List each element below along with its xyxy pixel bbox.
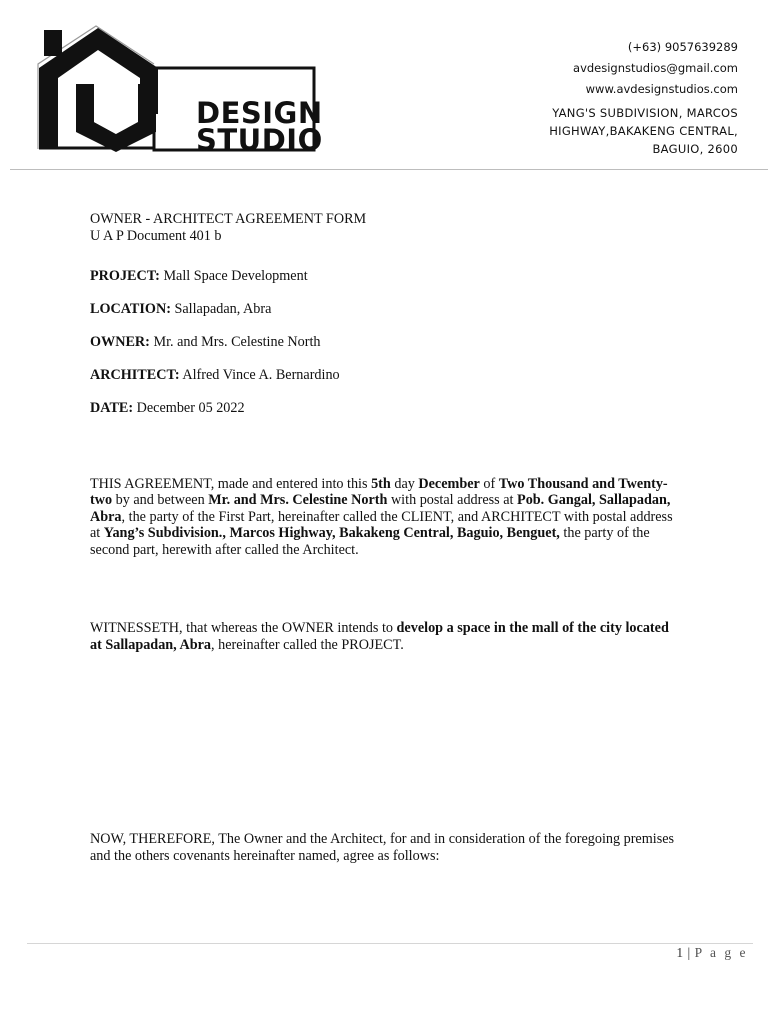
- agreement-text-7: the party of the second part, herewith after called the Architect.: [90, 525, 650, 558]
- therefore-paragraph: NOW, THEREFORE, The Owner and the Architect, for and in consideration of the foregoing premises and the others covenants hereinafter named, agree as follows:: [90, 831, 675, 864]
- architect-value: Alfred Vince A. Bernardino: [179, 367, 340, 383]
- witness-paragraph: [90, 620, 680, 653]
- agreement-text-1: THIS AGREEMENT, made and entered into this: [90, 475, 372, 492]
- witness-project-description: develop a space in the mall of the city located at Sallapadan, Abra: [90, 620, 669, 653]
- address-line-3: BAGUIO, 2600: [652, 142, 738, 156]
- project-field: [90, 268, 680, 285]
- owner-label: OWNER:: [90, 334, 150, 350]
- agreement-architect-address: Yang’s Subdivision., Marcos Highway, Bakakeng Central, Baguio, Benguet,: [103, 525, 560, 541]
- project-label: PROJECT:: [90, 268, 160, 284]
- agreement-text-6: , the party of the First Part, hereinafter called the CLIENT, and ARCHITECT with postal address at: [90, 508, 673, 541]
- owner-field: [90, 334, 680, 351]
- logo-line-studio: STUDIO: [196, 123, 323, 157]
- contact-info: [549, 38, 738, 158]
- page-number: 1: [676, 945, 684, 960]
- owner-value: Mr. and Mrs. Celestine North: [149, 334, 321, 350]
- footer-divider: [27, 943, 753, 944]
- location-label: LOCATION:: [90, 301, 171, 317]
- document-subtitle: U A P Document 401 b: [90, 227, 222, 244]
- agreement-day: 5th: [371, 475, 391, 492]
- header-divider: [10, 169, 768, 170]
- address-line-2: HIGHWAY,BAKAKENG CENTRAL,: [549, 124, 738, 138]
- page-footer: [676, 945, 748, 961]
- witness-text-1: WITNESSETH, that whereas the OWNER intends to: [90, 620, 397, 636]
- agreement-document: [90, 211, 680, 864]
- document-title: OWNER - ARCHITECT AGREEMENT FORM: [90, 211, 367, 227]
- address-line-1: YANG'S SUBDIVISION, MARCOS: [552, 106, 738, 120]
- agreement-client-name: Mr. and Mrs. Celestine North: [208, 492, 388, 508]
- location-field: [90, 301, 680, 318]
- witness-text-2: , hereinafter called the PROJECT.: [211, 636, 404, 653]
- architect-label: ARCHITECT:: [90, 367, 180, 383]
- phone-number: (+63) 9057639289: [627, 40, 738, 54]
- logo-line-design: DESIGN: [196, 96, 323, 130]
- logo-wordmark: [196, 96, 323, 157]
- agreement-text-3: of: [479, 475, 499, 492]
- agreement-year: Two Thousand and Twenty-two: [90, 475, 668, 508]
- project-value: Mall Space Development: [159, 268, 308, 284]
- postal-address: [549, 104, 738, 158]
- agreement-text-5: with postal address at: [387, 492, 518, 508]
- company-logo: [36, 24, 323, 157]
- agreement-paragraph: [90, 476, 680, 559]
- page-label: P a g e: [694, 945, 748, 960]
- agreement-month: December: [418, 475, 480, 492]
- date-value: December 05 2022: [133, 400, 245, 416]
- page-separator: |: [683, 945, 695, 960]
- website-link[interactable]: www.avdesignstudios.com: [585, 82, 738, 96]
- architect-field: [90, 367, 680, 384]
- agreement-text-4: by and between: [112, 492, 209, 508]
- agreement-text-2: day: [390, 475, 419, 492]
- date-field: [90, 400, 680, 417]
- email-address[interactable]: avdesignstudios@gmail.com: [573, 61, 738, 75]
- agreement-client-address: Pob. Gangal, Sallapadan, Abra: [90, 492, 671, 525]
- date-label: DATE:: [90, 400, 134, 416]
- location-value: Sallapadan, Abra: [170, 301, 272, 317]
